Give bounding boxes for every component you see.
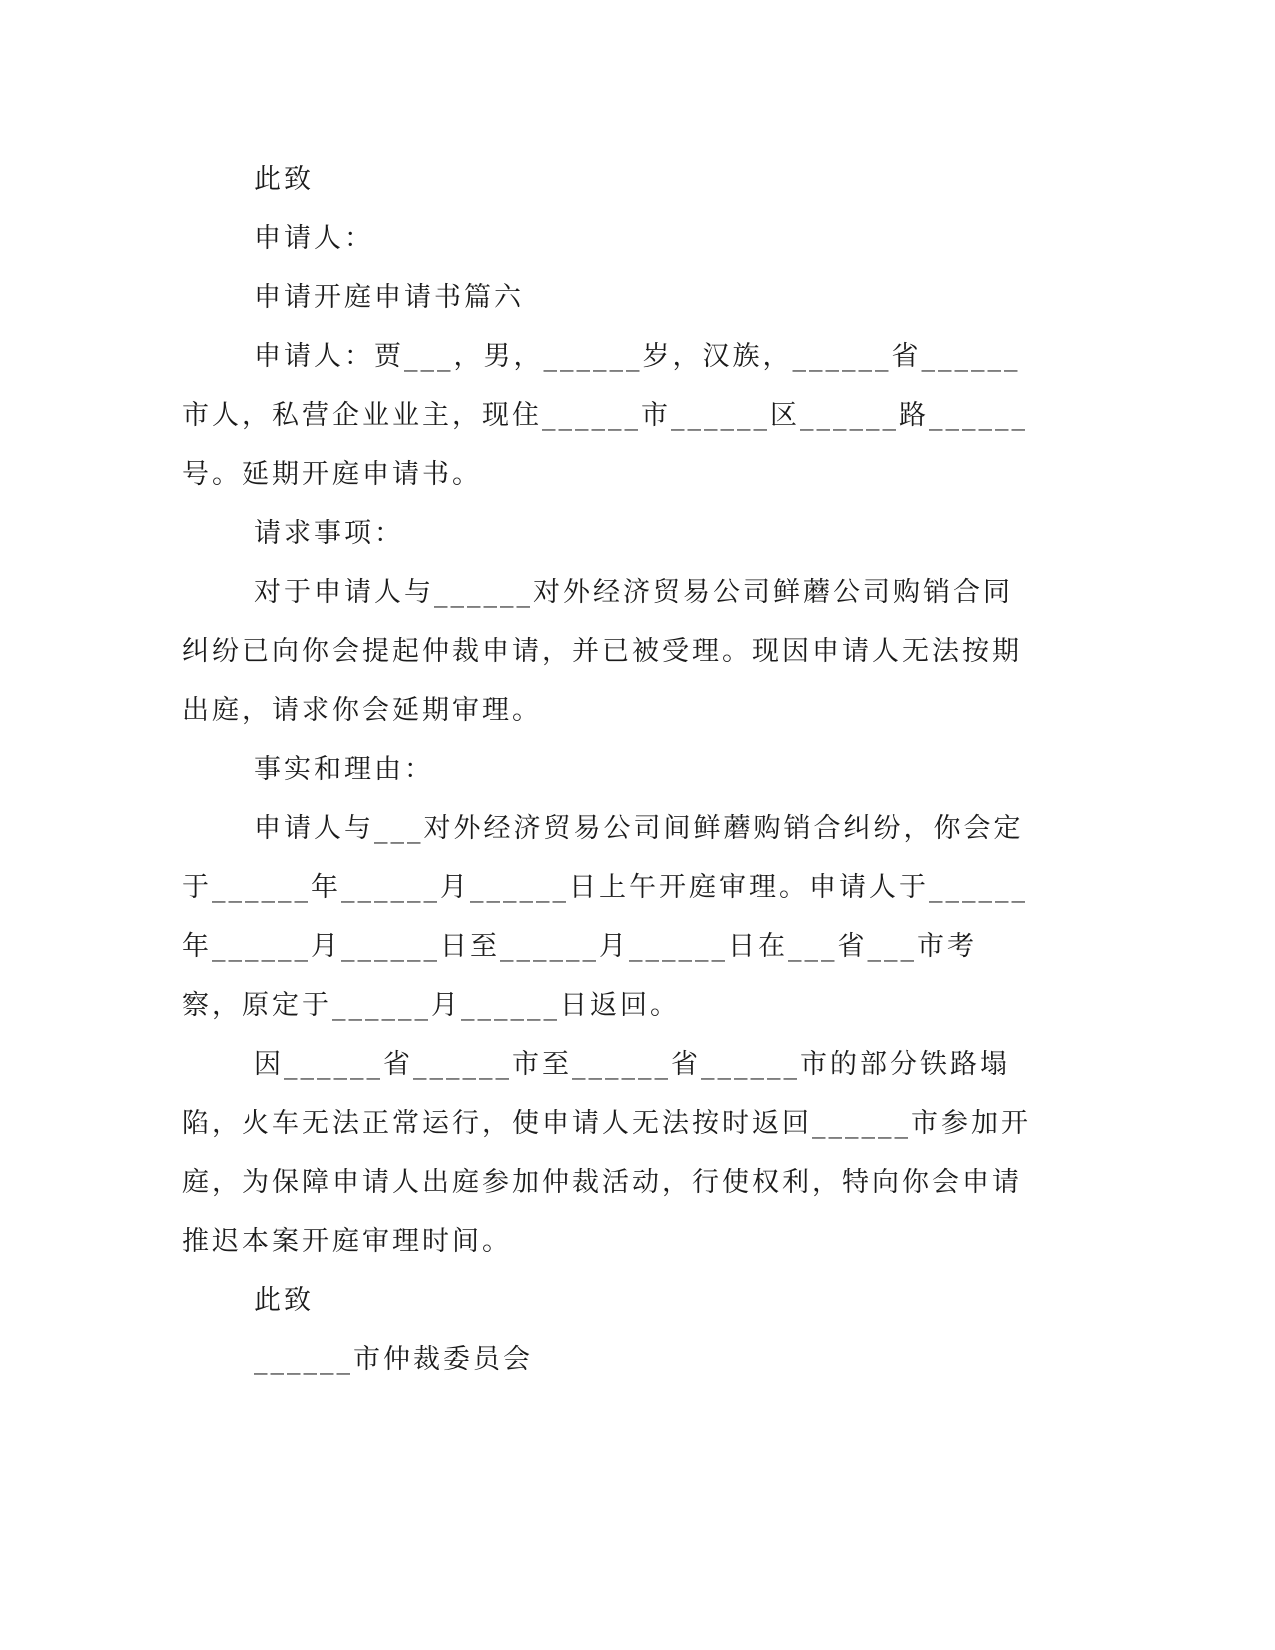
applicant-signature-line: 申请人： <box>254 223 374 254</box>
closing-salutation: 此致 <box>254 164 314 195</box>
facts-reasons-heading: 事实和理由： <box>254 754 434 785</box>
section-heading: 申请开庭申请书篇六 <box>254 282 524 313</box>
recipient-line: ______市仲裁委员会 <box>254 1344 533 1375</box>
request-items-paragraph: 对于申请人与______对外经济贸易公司鲜蘑公司购销合同纠纷已向你会提起仲裁申请，并已被受理。现因申请人无法按期出庭，请求你会延期审理。 <box>182 577 1022 726</box>
facts-paragraph: 申请人与___对外经济贸易公司间鲜蘑购销合纠纷，你会定于______年______月______日上午开庭审理。申请人于______年______月______日至______月______日在___省___市考察，原定于______月______日返回。 <box>182 813 1028 1021</box>
closing-salutation-2: 此致 <box>254 1285 314 1316</box>
reasons-paragraph: 因______省______市至______省______市的部分铁路塌陷，火车无法正常运行，使申请人无法按时返回______市参加开庭，为保障申请人出庭参加仲裁活动，行使权利，特向你会申请推迟本案开庭审理时间。 <box>182 1049 1031 1257</box>
applicant-info-paragraph: 申请人：贾___，男，______岁，汉族，______省______市人，私营企业业主，现住______市______区______路______号。延期开庭申请书。 <box>182 341 1028 490</box>
request-items-heading: 请求事项： <box>254 518 404 549</box>
document-body <box>182 150 1032 1389</box>
